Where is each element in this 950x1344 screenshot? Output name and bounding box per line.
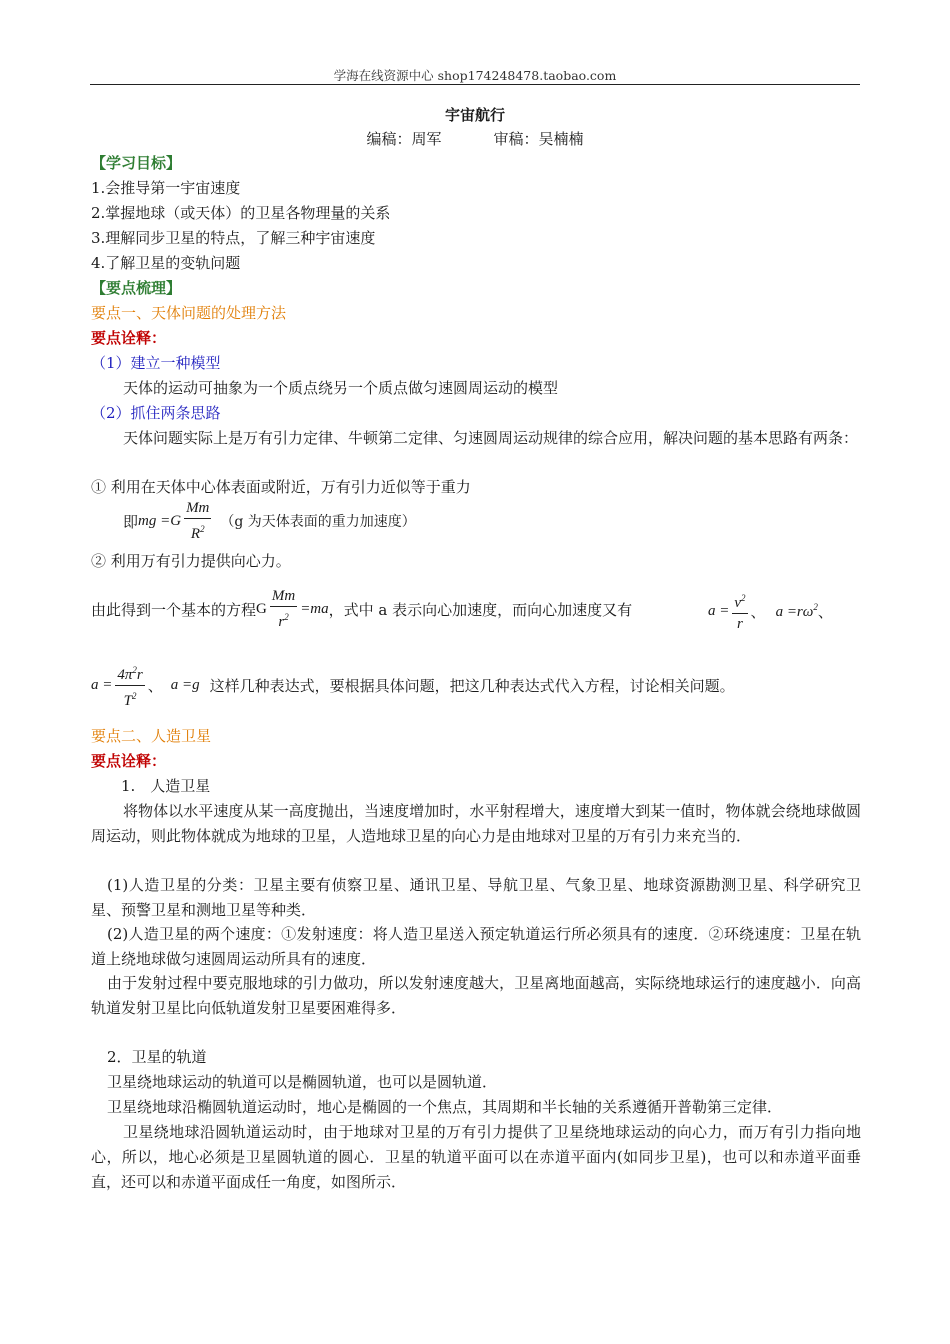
editor: 编稿：周军 bbox=[366, 130, 442, 148]
point2-s1-p3: (2)人造卫星的两个速度：①发射速度：将人造卫星送入预定轨道运行所必须具有的速度．②环绕速度：卫星在轨道上绕地球做匀速圆周运动所具有的速度． bbox=[91, 925, 861, 968]
fraction-denominator: $R^2$ bbox=[190, 524, 205, 542]
eq-prefix: 由此得到一个基本的方程 bbox=[91, 600, 257, 619]
fraction-numerator: $4\pi^2r$ bbox=[115, 660, 144, 686]
formula-main-line bbox=[91, 586, 632, 632]
separator: 、 bbox=[817, 602, 833, 621]
fraction-numerator: Mm bbox=[184, 498, 211, 519]
point1-sub1-text: 天体的运动可抽象为一个质点绕另一个质点做匀速圆周运动的模型 bbox=[123, 379, 559, 397]
fraction-Mm-r2 bbox=[270, 586, 297, 632]
summary-heading: 【要点梳理】 bbox=[91, 279, 182, 297]
goal-item: 3.理解同步卫星的特点，了解三种宇宙速度 bbox=[91, 229, 376, 247]
formula-centripetal bbox=[708, 588, 833, 634]
point2-title: 要点二、人造卫星 bbox=[91, 727, 212, 745]
formula-ma: =ma bbox=[300, 600, 329, 617]
fraction-denominator: $T^2$ bbox=[123, 691, 137, 709]
idea1: ① 利用在天体中心体表面或附近，万有引力近似等于重力 bbox=[91, 478, 471, 496]
reviewer: 审稿：吴楠楠 bbox=[493, 130, 584, 148]
point2-s2-p2: 卫星绕地球沿椭圆轨道运动时，地心是椭圆的一个焦点，其周期和半长轴的关系遵循开普勒第三定律． bbox=[107, 1098, 783, 1116]
point2-s1-title: 1. 人造卫星 bbox=[121, 777, 211, 795]
byline bbox=[0, 128, 950, 149]
point2-note: 要点诠释： bbox=[91, 752, 167, 770]
fraction-denominator: $r^2$ bbox=[278, 612, 289, 630]
formula-mg: mg =G bbox=[138, 512, 182, 529]
separator: 、 bbox=[147, 677, 163, 695]
goal-item: 2.掌握地球（或天体）的卫星各物理量的关系 bbox=[91, 204, 391, 222]
idea1-note: （g 为天体表面的重力加速度） bbox=[220, 514, 416, 530]
point1-note: 要点诠释： bbox=[91, 329, 167, 347]
goal-item: 1.会推导第一宇宙速度 bbox=[91, 179, 241, 197]
formula-G: G bbox=[256, 600, 267, 617]
idea2: ② 利用万有引力提供向心力。 bbox=[91, 552, 291, 570]
formula-a-eq: a = bbox=[91, 677, 113, 693]
formula-gravity-line bbox=[123, 498, 416, 544]
fraction-denominator: r bbox=[737, 616, 743, 632]
point2-s1-p1: 将物体以水平速度从某一高度抛出，当速度增加时，水平射程增大，速度增大到某一值时，物体就会绕地球做圆周运动，则此物体就成为地球的卫星，人造地球卫星的向心力是由地球对卫星的万有引力来充当的． bbox=[91, 802, 861, 845]
fraction-Mm-R2 bbox=[184, 498, 211, 544]
point2-s1-p2: (1)人造卫星的分类：卫星主要有侦察卫星、通讯卫星、导航卫星、气象卫星、地球资源勘测卫星、科学研究卫星、预警卫星和测地卫星等种类． bbox=[91, 876, 861, 919]
eq-tail: 这样几种表达式，要根据具体问题，把这几种表达式代入方程，讨论相关问题。 bbox=[209, 677, 735, 695]
fraction-v2-r bbox=[732, 588, 747, 634]
separator: 、 bbox=[750, 602, 766, 621]
doc-title: 宇宙航行 bbox=[444, 106, 505, 124]
fraction-numerator: $v^2$ bbox=[732, 588, 747, 614]
eq-mid: ，式中 a 表示向心加速度，而向心加速度又有 bbox=[328, 600, 633, 619]
goal-item: 4.了解卫星的变轨问题 bbox=[91, 254, 241, 272]
formula-a-romega: $a =r\omega^2$ bbox=[775, 601, 818, 620]
point2-s2-p3: 卫星绕地球沿圆轨道运动时，由于地球对卫星的万有引力提供了卫星绕地球运动的向心力，而万有引力指向地心，所以，地心必须是卫星圆轨道的圆心．卫星的轨道平面可以在赤道平面内(如同步卫星)，也可以和赤道平面垂直，还可以和赤道平面成任一角度，如图所示． bbox=[91, 1123, 861, 1191]
fraction-4pi2r-T2 bbox=[115, 660, 144, 711]
point2-s2-p1: 卫星绕地球运动的轨道可以是椭圆轨道，也可以是圆轨道． bbox=[107, 1073, 498, 1091]
point1-sub2-text: 天体问题实际上是万有引力定律、牛顿第二定律、匀速圆周运动规律的综合应用，解决问题的基本思路有两条： bbox=[123, 429, 859, 447]
formula-period-line bbox=[91, 660, 735, 711]
point1-sub1: （1）建立一种模型 bbox=[91, 354, 221, 372]
formula-a-eq: a = bbox=[708, 602, 730, 619]
header-rule bbox=[90, 84, 860, 85]
page-header: 学海在线资源中心 shop174248478.taobao.com bbox=[333, 68, 617, 83]
formula-a-g: a =g bbox=[170, 677, 200, 693]
point1-sub2: （2）抓住两条思路 bbox=[91, 404, 221, 422]
point2-s1-p4: 由于发射过程中要克服地球的引力做功，所以发射速度越大，卫星离地面越高，实际绕地球运行的速度越小．向高轨道发射卫星比向低轨道发射卫星要困难得多． bbox=[91, 974, 861, 1017]
point1-title: 要点一、天体问题的处理方法 bbox=[91, 304, 287, 322]
fraction-numerator: Mm bbox=[270, 586, 297, 607]
point2-s2-title: 2．卫星的轨道 bbox=[107, 1048, 207, 1066]
goals-heading: 【学习目标】 bbox=[91, 154, 182, 172]
idea1-prefix: 即 bbox=[123, 512, 139, 531]
